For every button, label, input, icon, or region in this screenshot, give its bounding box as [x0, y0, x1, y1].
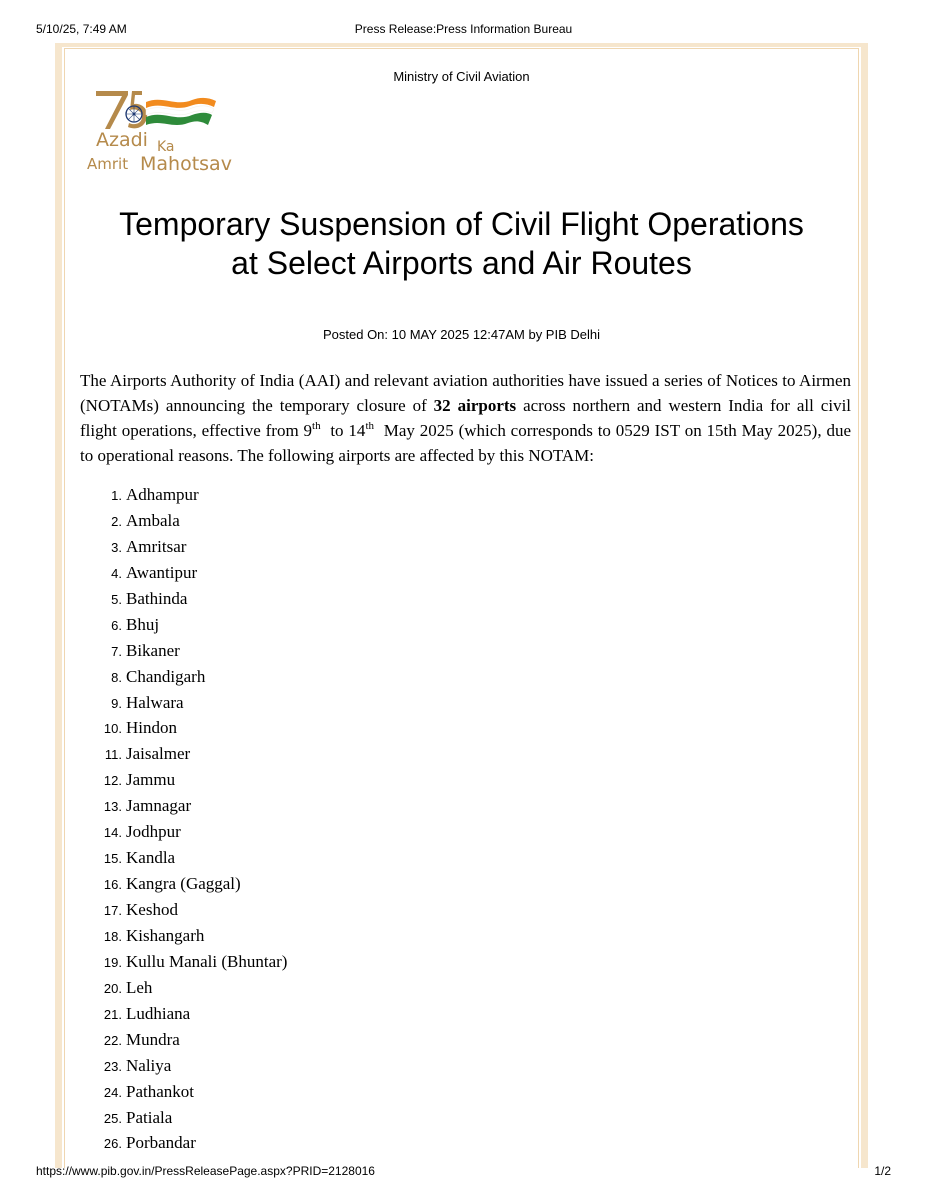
- azadi-ka-amrit-mahotsav-logo: [84, 85, 254, 180]
- intro-text-2: across northern and western India for all civil flight operations, effective from 9: [80, 396, 852, 440]
- list-item-number: 22.: [103, 1032, 122, 1048]
- press-release-title: [62, 205, 861, 283]
- list-item-number: 8.: [111, 669, 122, 685]
- logo-text-ka: Ka: [157, 139, 175, 155]
- list-item-number: 14.: [103, 825, 122, 841]
- airport-name: Ludhiana: [126, 1003, 191, 1023]
- list-item-number: 1.: [111, 488, 122, 503]
- airport-name: Jamnagar: [126, 796, 192, 816]
- list-item-number: 20.: [103, 980, 122, 996]
- ministry-name: Ministry of Civil Aviation: [393, 69, 530, 84]
- airport-name: Keshod: [126, 900, 178, 919]
- logo-text-mahotsav: Mahotsav: [140, 153, 232, 175]
- airport-name: Jammu: [126, 770, 176, 790]
- list-item-number: 26.: [103, 1136, 122, 1152]
- airport-name: Patiala: [126, 1107, 173, 1127]
- title-line-2: at Select Airports and Air Routes: [231, 245, 692, 281]
- intro-text-4: May 2025 (which corresponds to 0529 IST on 15th May 2025), due to operational reasons. The following airports are affected by this NOTAM:: [80, 421, 856, 465]
- airport-name: Bikaner: [126, 640, 180, 660]
- airport-name: Amritsar: [126, 536, 187, 556]
- list-item-number: 19.: [103, 954, 122, 970]
- list-item-number: 15.: [103, 851, 122, 867]
- print-datetime: 5/10/25, 7:49 AM: [36, 22, 127, 36]
- list-item-number: 24.: [103, 1084, 122, 1100]
- list-item-number: 7.: [111, 643, 122, 659]
- list-item-number: 2.: [111, 513, 122, 529]
- logo-text-amrit: Amrit: [87, 155, 129, 173]
- airport-name: Hindon: [126, 718, 177, 738]
- posted-on-line: Posted On: 10 MAY 2025 12:47AM by PIB Delhi: [322, 327, 600, 342]
- intro-bold-count: 32 airports: [433, 396, 517, 415]
- airport-name: Leh: [126, 977, 153, 997]
- print-page-number: 1/2: [874, 1164, 891, 1178]
- airport-name: Kandla: [126, 848, 176, 868]
- title-line-1: Temporary Suspension of Civil Flight Operations: [119, 206, 804, 242]
- print-header: [36, 22, 891, 38]
- airport-name: Naliya: [126, 1055, 172, 1075]
- list-item-number: 17.: [103, 903, 122, 918]
- list-item-number: 5.: [111, 591, 122, 607]
- intro-sup-1: th: [312, 420, 321, 432]
- list-item-number: 10.: [103, 721, 122, 737]
- list-item-number: 21.: [103, 1006, 122, 1022]
- list-item-number: 3.: [111, 539, 122, 555]
- press-release-frame: [55, 43, 868, 1168]
- airport-name: Mundra: [126, 1029, 180, 1049]
- logo-wordmark: [84, 85, 254, 180]
- airport-name: Awantipur: [126, 562, 198, 582]
- list-item-number: 16.: [103, 877, 122, 893]
- airport-name: Kullu Manali (Bhuntar): [126, 951, 288, 971]
- airport-name: Jodhpur: [126, 822, 181, 842]
- airport-name: Porbandar: [126, 1133, 196, 1153]
- list-item-number: 11.: [104, 747, 122, 763]
- list-item-number: 13.: [103, 799, 122, 815]
- list-item-number: 6.: [111, 617, 122, 633]
- logo-text-azadi: Azadi: [96, 129, 148, 151]
- airport-name: Adhampur: [126, 485, 199, 504]
- airport-name: Jaisalmer: [126, 744, 191, 764]
- airport-name: Ambala: [126, 510, 180, 530]
- airport-name: Bhuj: [126, 614, 160, 634]
- intro-paragraph: [80, 368, 856, 468]
- intro-text-1: The Airports Authority of India (AAI) and relevant aviation authorities have issued a series of Notices to Airmen (NOTAMs) announcing the temporary closure of: [80, 371, 851, 415]
- airport-name: Chandigarh: [126, 666, 206, 686]
- intro-sup-2: th: [365, 420, 374, 432]
- print-url: https://www.pib.gov.in/PressReleasePage.aspx?PRID=2128016: [36, 1164, 375, 1178]
- list-item-number: 9.: [111, 695, 122, 711]
- list-item-number: 23.: [103, 1058, 122, 1074]
- list-item-number: 12.: [103, 773, 122, 789]
- print-page-title: Press Release:Press Information Bureau: [354, 22, 573, 36]
- airport-name: Bathinda: [126, 588, 188, 608]
- airport-name: Pathankot: [126, 1081, 194, 1101]
- print-footer: [36, 1164, 891, 1180]
- list-item-number: 4.: [111, 565, 122, 581]
- intro-text-3: to 14: [320, 421, 366, 440]
- list-item-number: 25.: [103, 1110, 122, 1126]
- airport-name: Kishangarh: [126, 925, 205, 945]
- airport-name: Kangra (Gaggal): [126, 874, 241, 894]
- airport-name: Halwara: [126, 692, 184, 712]
- list-item-number: 18.: [103, 928, 122, 944]
